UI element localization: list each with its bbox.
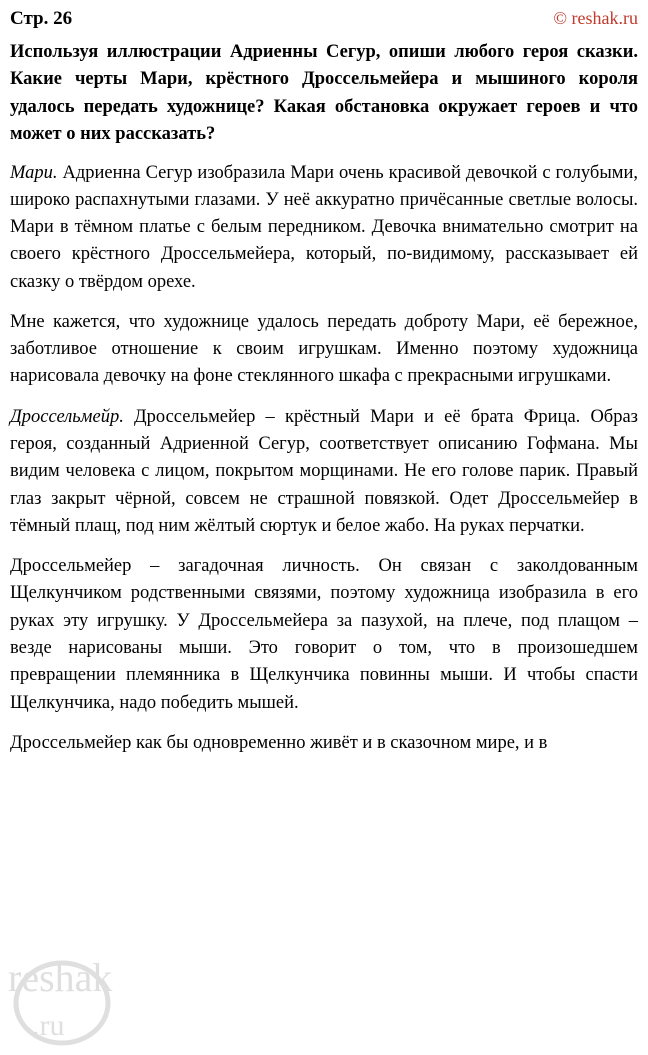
paragraph-lead: Мари.	[10, 162, 58, 183]
question-text: Используя иллюстрации Адриенны Сегур, опиши любого героя сказки. Какие черты Мари, крёстного Дроссельмейера и мышиного короля удалось передать художнице? Какая обстановка окружает героев и что может о них рассказать?	[10, 42, 638, 145]
paragraph-body: Адриенна Сегур изобразила Мари очень красивой девочкой с голубыми, широко распахнутыми глазами. У неё аккуратно причёсанные светлые волосы. Мари в тёмном платье с белым передником. Девочка внимательно смотрит на своего крёстного Дроссельмейера, который, по-видимому, рассказывает ей сказку о твёрдом орехе.	[10, 162, 638, 292]
answer-paragraph	[10, 404, 638, 540]
paragraph-body: Дроссельмейер – загадочная личность. Он связан с заколдованным Щелкунчиком родственными связями, поэтому художница изобразила в его руках эту игрушку. У Дроссельмейера за пазухой, на плече, под плащом – везде нарисованы мыши. Это говорит о том, что в произошедшем превращении племянника в Щелкунчика повинны мыши. И чтобы спасти Щелкунчика, надо победить мышей.	[10, 556, 638, 713]
answer-paragraph	[10, 553, 638, 717]
watermark-logo	[4, 931, 234, 1051]
svg-text:reshak: reshak	[8, 955, 113, 1000]
paragraph-body: Дроссельмейер как бы одновременно живёт и в сказочном мире, и в	[10, 732, 548, 753]
copyright-label: © reshak.ru	[553, 8, 638, 28]
page-number-label: Стр. 26	[10, 8, 73, 29]
svg-text:.ru: .ru	[32, 1009, 65, 1042]
answer-paragraph	[10, 730, 638, 757]
answer-paragraph	[10, 160, 638, 296]
paragraph-body: Дроссельмейер – крёстный Мари и её брата Фрица. Образ героя, созданный Адриенной Сегур, соответствует описанию Гофмана. Мы видим человека с лицом, покрытом морщинами. Не его голове парик. Правый глаз закрыт чёрной, совсем не страшной повязкой. Одет Дроссельмейер в тёмный плащ, под ним жёлтый сюртук и белое жабо. На руках перчатки.	[10, 406, 638, 536]
answer-paragraph	[10, 309, 638, 391]
paragraph-body: Мне кажется, что художнице удалось передать доброту Мари, её бережное, заботливое отношение к своим игрушкам. Именно поэтому художница нарисовала девочку на фоне стеклянного шкафа с прекрасными игрушками.	[10, 311, 638, 387]
page-header	[10, 8, 638, 30]
paragraph-lead: Дроссельмейр.	[10, 406, 124, 427]
